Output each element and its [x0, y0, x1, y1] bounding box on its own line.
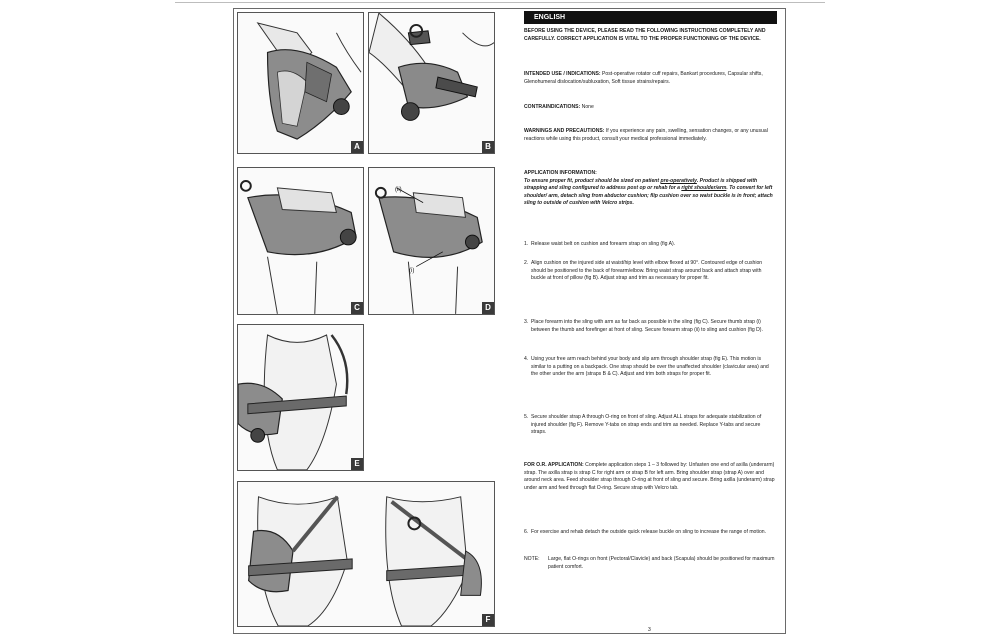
application-note-part-3: . Product is shipped with strapping and sling configured to address post op or rehab for a	[524, 177, 758, 192]
note-text: Large, flat O-rings on front (Pectoral/Clavicle) and back (Scapula) should be positioned for maximum patient comfort.	[548, 556, 775, 570]
step-3-number: 3.	[524, 319, 529, 325]
figure-b	[368, 12, 495, 154]
warnings-label: WARNINGS AND PRECAUTIONS:	[524, 128, 605, 134]
step-3-text: Place forearm into the sling with arm as far back as possible in the sling (fig C). Secure thumb strap (i) between the thumb and forefinger at front of sling. Secure forearm strap (ii) to sling and cushion (fig D).	[531, 319, 763, 333]
step-5-text: Secure shoulder strap A through O-ring on front of sling. Adjust ALL straps for adequate stabilization of injured shoulder (fig F). Remove Y-tabs on strap ends and trim as needed. Replace Y-tabs and secure straps.	[531, 414, 762, 436]
application-info-section	[524, 170, 776, 208]
step-1-number: 1.	[524, 241, 529, 247]
top-rule	[175, 2, 825, 3]
figure-f-illustration	[238, 482, 494, 626]
page-number: 3	[648, 627, 651, 633]
step-1-text: Release waist belt on cushion and forearm strap on sling (fig A).	[531, 241, 676, 247]
or-application-text: Complete application steps 1 – 3 followed by: Unfasten one end of axilla (underarm) strap. The axilla strap is strap C for right arm or strap B for left arm. Bring shoulder strap (strap A) over and around neck area. Feed shoulder strap through O-ring at front of sling and secure. Bring axilla (underarm) strap under arm and feed through flat O-ring. Secure strap with Velcro tab.	[524, 462, 775, 491]
figure-e-illustration	[238, 325, 363, 470]
step-2	[524, 260, 776, 283]
warnings-section	[524, 128, 776, 143]
figure-b-illustration	[369, 13, 494, 153]
or-application-section	[524, 462, 776, 492]
figure-f	[237, 481, 495, 627]
step-6-text: For exercise and rehab detach the outside quick release buckle on sling to increase the range of motion.	[531, 529, 767, 535]
contraindications-label: CONTRAINDICATIONS:	[524, 104, 581, 110]
contraindications-text: None	[580, 104, 594, 110]
step-4	[524, 356, 776, 379]
application-label: APPLICATION INFORMATION:	[524, 170, 597, 176]
figure-a	[237, 12, 364, 154]
step-4-number: 4.	[524, 356, 529, 362]
figure-a-label: A	[351, 141, 363, 153]
figure-e	[237, 324, 364, 471]
intro-warning: BEFORE USING THE DEVICE, PLEASE READ THE FOLLOWING INSTRUCTIONS COMPLETELY AND CAREFULLY. CORRECT APPLICATION IS VITAL TO THE PROPER FUNCTIONING OF THE DEVICE.	[524, 28, 766, 42]
step-6-number: 6.	[524, 529, 529, 535]
step-2-number: 2.	[524, 260, 529, 266]
figure-c	[237, 167, 364, 315]
step-1	[524, 241, 776, 249]
figure-c-illustration	[238, 168, 363, 314]
callout-ii: (ii)	[395, 187, 402, 193]
or-application-label: FOR O.R. APPLICATION:	[524, 462, 584, 468]
figure-d-illustration	[369, 168, 494, 314]
figure-c-label: C	[351, 302, 363, 314]
application-note	[524, 178, 776, 208]
step-3	[524, 319, 776, 334]
figure-f-label: F	[482, 614, 494, 626]
intended-use-text: Post-operative rotator cuff repairs, Bankart procedures, Capsular shifts, Glenohumeral dislocation/subluxation, Soft tissue strains/repairs.	[524, 71, 763, 85]
language-header: ENGLISH	[524, 11, 777, 24]
figure-d	[368, 167, 495, 315]
note-section	[524, 556, 776, 571]
figure-a-illustration	[238, 13, 363, 153]
intended-use-label: INTENDED USE / INDICATIONS:	[524, 71, 601, 77]
step-5-number: 5.	[524, 414, 529, 420]
figure-e-label: E	[351, 458, 363, 470]
figure-d-label: D	[482, 302, 494, 314]
application-note-part-1: To ensure proper fit, product should be sized on patient	[524, 177, 661, 184]
intended-use-section	[524, 71, 776, 86]
step-2-text: Align cushion on the injured side at waist/hip level with elbow flexed at 90°. Contoured edge of cushion should be positioned to the back of forearm/elbow. Bring waist strap around back and attach strap with buckle at front of pillow (fig B). Adjust strap and trim as necessary for proper fit.	[531, 260, 763, 282]
application-note-part-5: . To convert for left shoulder/ arm, detach sling from abductor cushion; flip cushion over so waist buckle is in front; attach sling to outside of cushion with Velcro strips.	[524, 185, 773, 207]
application-note-part-2: pre-operatively	[660, 177, 697, 184]
callout-i: (i)	[409, 268, 415, 274]
step-4-text: Using your free arm reach behind your body and slip arm through shoulder strap (fig E). This motion is similar to a putting on a backpack. One strap should be over the unaffected shoulder (clavicular area) and the other under the arm (straps B & C). Adjust and trim both straps for proper fit.	[531, 356, 769, 378]
contraindications-section	[524, 104, 776, 112]
figure-b-label: B	[482, 141, 494, 153]
application-note-part-4: right shoulder/arm	[681, 185, 727, 192]
note-label: NOTE:	[524, 556, 540, 562]
step-6	[524, 529, 776, 537]
step-5	[524, 414, 776, 437]
warnings-text: If you experience any pain, swelling, sensation changes, or any unusual reactions while using this product, consult your medical professional immediately.	[524, 128, 768, 142]
